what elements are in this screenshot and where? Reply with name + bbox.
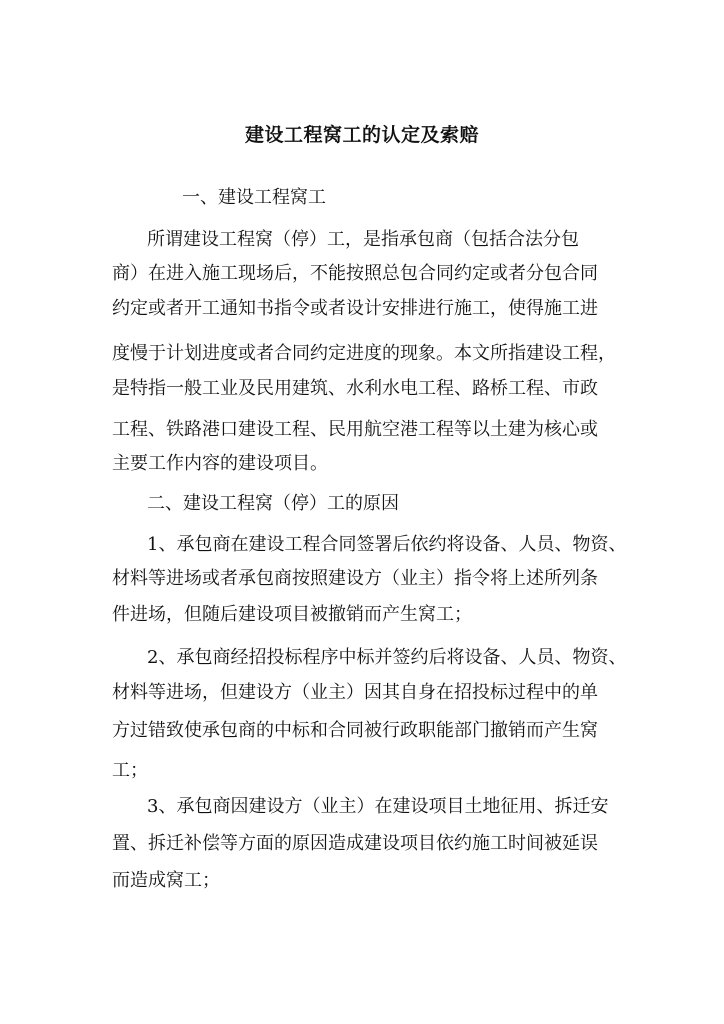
paragraph-line: 是特指一般工业及民用建筑、水利水电工程、路桥工程、市政 — [112, 378, 598, 399]
paragraph-line: 商）在进入施工现场后，不能按照总包合同约定或者分包合同 — [112, 263, 598, 284]
list-item-1-line: 1、承包商在建设工程合同签署后依约将设备、人员、物资、 — [147, 534, 627, 555]
document-title: 建设工程窝工的认定及索赔 — [244, 124, 479, 146]
paragraph-line: 约定或者开工通知书指令或者设计安排进行施工，使得施工进 — [112, 298, 598, 319]
paragraph-line: 主要工作内容的建设项目。 — [112, 453, 328, 474]
list-item-3-line: 3、承包商因建设方（业主）在建设项目土地征用、拆迁安 — [147, 796, 609, 817]
list-item-2-line: 材料等进场，但建设方（业主）因其自身在招投标过程中的单 — [112, 682, 598, 703]
section-heading-2: 二、建设工程窝（停）工的原因 — [147, 493, 399, 514]
list-item-1-line: 材料等进场或者承包商按照建设方（业主）指令将上述所列条 — [112, 568, 598, 589]
section-heading-1: 一、建设工程窝工 — [182, 187, 326, 208]
list-item-2-line: 2、承包商经招投标程序中标并签约后将设备、人员、物资、 — [147, 647, 627, 668]
list-item-1-line: 件进场，但随后建设项目被撤销而产生窝工； — [112, 604, 472, 625]
list-item-3-line: 置、拆迁补偿等方面的原因造成建设项目依约施工时间被延误 — [112, 833, 598, 854]
paragraph-line: 所谓建设工程窝（停）工，是指承包商（包括合法分包 — [147, 229, 579, 250]
paragraph-line: 工程、铁路港口建设工程、民用航空港工程等以土建为核心或 — [112, 419, 598, 440]
list-item-2-line: 方过错致使承包商的中标和合同被行政职能部门撤销而产生窝 — [112, 720, 598, 741]
list-item-3-line: 而造成窝工； — [112, 870, 220, 891]
paragraph-line: 度慢于计划进度或者合同约定进度的现象。本文所指建设工程， — [112, 343, 616, 364]
list-item-2-line: 工； — [112, 760, 148, 781]
